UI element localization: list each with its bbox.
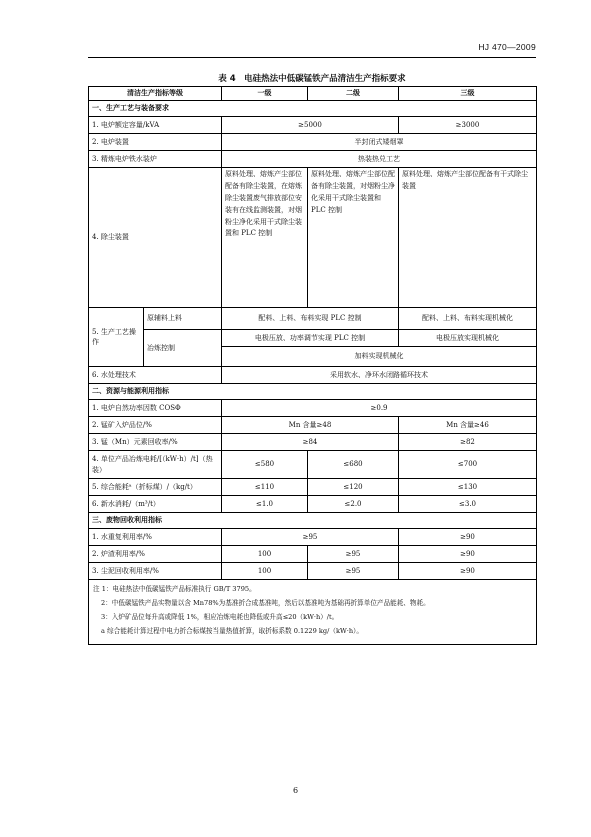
cell-value: 100 [222,563,308,580]
row-label: 2. 锰矿入炉品位/% [89,417,222,434]
header-grade-3: 三级 [399,87,537,101]
cell-value: ≥5000 [222,117,399,134]
cell-value: Mn 含量≥48 [222,417,399,434]
cell-value: 配料、上料、布料实现机械化 [399,308,537,330]
table-header-row [89,87,537,101]
indicator-table [88,86,537,645]
row-sublabel: 原辅料上料 [144,308,222,330]
footnote-a: a 综合能耗计算过程中电力折合标煤按当量热值折算，取折标系数 0.1229 kg/（kW·h）。 [101,626,363,635]
table-row [89,168,537,308]
cell-value: ≤110 [222,479,308,496]
cell-value: ≤700 [399,451,537,479]
row-label: 6. 水处理技术 [89,367,222,384]
cell-value: 100 [222,546,308,563]
cell-value: 加料实现机械化 [222,347,537,367]
cell-value: 配料、上料、布料实现 PLC 控制 [222,308,399,330]
cell-value: 电极压放、功率调节实现 PLC 控制 [222,330,399,347]
cell-value: ≥90 [399,529,537,546]
header-level: 清洁生产指标等级 [89,87,222,101]
row-label: 3. 精炼电炉铁水装炉 [89,151,222,168]
table-row [89,117,537,134]
table-row [89,563,537,580]
note-3: 3：入炉矿品位每升高或降低 1%，相应冶炼电耗也降低或升高≤20（kW·h）/t。 [101,612,339,621]
cell-value: ≤680 [308,451,399,479]
note-2: 2：中低碳锰铁产品实物量以含 Mn78%为基准折合成基准吨，然后以基准吨为基础再折算单位产品能耗、物耗。 [101,598,430,607]
cell-value: ≥0.9 [222,400,537,417]
cell-value: ≥84 [222,434,399,451]
cell-value: 原料处理、熔炼产尘部位配备有干式除尘装置 [399,168,537,308]
cell-value: ≥90 [399,546,537,563]
cell-value: 热装热兑工艺 [222,151,537,168]
row-label: 4. 除尘装置 [89,168,222,308]
header-grade-1: 一级 [222,87,308,101]
cell-value: 原料处理、熔炼产尘部位配备有除尘装置，在熔炼除尘装置废气排放部位安装有在线监测装置，对烟粉尘净化采用干式除尘装置和 PLC 控制 [222,168,308,308]
cell-value: ≥95 [308,546,399,563]
row-label: 5. 综合能耗ᵃ（折标煤）/（kg/t） [89,479,222,496]
cell-value: 采用软水、净环水闭路循环技术 [222,367,537,384]
cell-value: ≥95 [222,529,399,546]
notes-cell [89,580,537,645]
section-row [89,384,537,400]
table-row [89,546,537,563]
cell-value: ≤3.0 [399,496,537,513]
table-row [89,529,537,546]
section-row [89,513,537,529]
row-sublabel: 冶炼控制 [144,330,222,367]
cell-value: Mn 含量≥46 [399,417,537,434]
note-1: 注 1：电硅热法中低碳锰铁产品标准执行 GB/T 3795。 [93,585,256,593]
cell-value: 半封闭式矮烟罩 [222,134,537,151]
section-heading: 三、废物回收利用指标 [89,513,537,529]
cell-value: ≤130 [399,479,537,496]
standard-number: HJ 470—2009 [478,42,536,52]
table-row [89,367,537,384]
header-grade-2: 二级 [308,87,399,101]
table-title: 表 4 电硅热法中低碳锰铁产品清洁生产指标要求 [218,74,406,84]
table-row [89,151,537,168]
notes-row [89,580,537,645]
table-row [89,400,537,417]
cell-value: ≤2.0 [308,496,399,513]
cell-value: ≥95 [308,563,399,580]
table-row [89,434,537,451]
table-row [89,134,537,151]
table-row [89,479,537,496]
table-row [89,451,537,479]
table-row [89,330,537,347]
row-label: 1. 电炉自然功率因数 COSΦ [89,400,222,417]
table-row [89,308,537,330]
row-label: 5. 生产工艺操作 [89,308,144,367]
row-label: 6. 新水消耗/（m³/t） [89,496,222,513]
page-number: 6 [292,786,299,795]
cell-value: ≤1.0 [222,496,308,513]
cell-value: ≥90 [399,563,537,580]
row-label: 2. 电炉装置 [89,134,222,151]
cell-value: ≤120 [308,479,399,496]
section-heading: 一、生产工艺与装备要求 [89,101,537,117]
cell-value: 原料处理、熔炼产尘部位配备有除尘装置，对烟粉尘净化采用干式除尘装置和 PLC 控制 [308,168,399,308]
cell-value: ≥3000 [399,117,537,134]
row-label: 1. 电炉额定容量/kVA [89,117,222,134]
cell-value: 电极压放实现机械化 [399,330,537,347]
table-row [89,417,537,434]
header-rule [88,57,536,58]
section-row [89,101,537,117]
row-label: 3. 锰（Mn）元素回收率/% [89,434,222,451]
table-row [89,496,537,513]
cell-value: ≥82 [399,434,537,451]
row-label: 1. 水重复利用率/% [89,529,222,546]
row-label: 3. 尘泥回收利用率/% [89,563,222,580]
row-label: 4. 单位产品冶炼电耗/[（kW·h）/t]（热装） [89,451,222,479]
row-label: 2. 炉渣利用率/% [89,546,222,563]
section-heading: 二、资源与能源利用指标 [89,384,537,400]
cell-value: ≤580 [222,451,308,479]
